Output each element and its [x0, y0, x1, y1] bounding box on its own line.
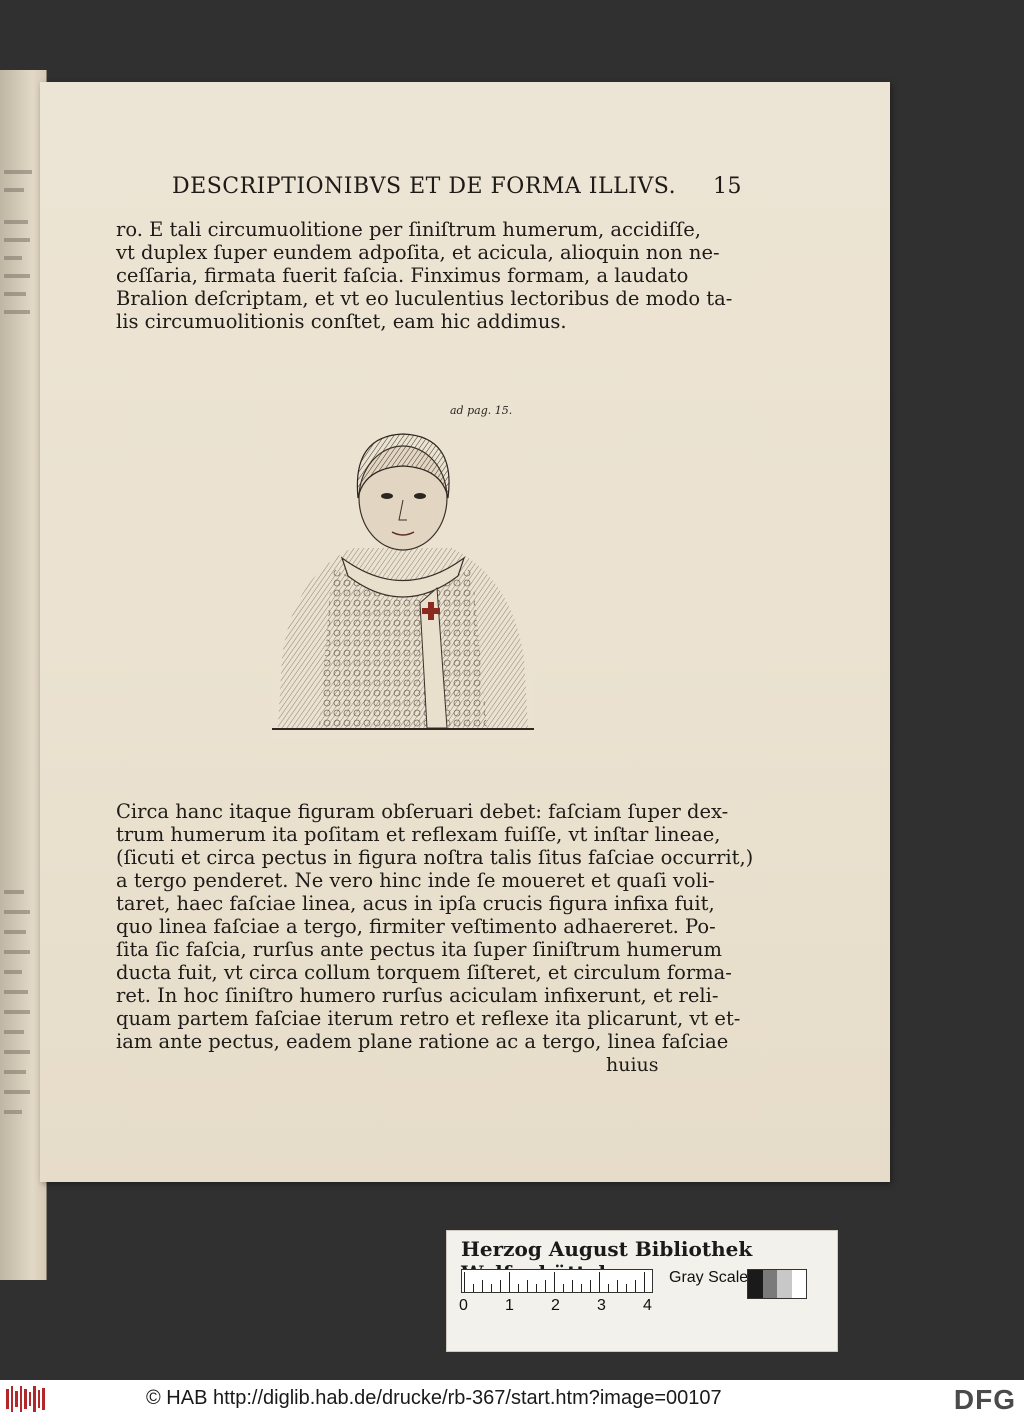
text-line: ret. In hoc ſiniſtro humero rurſus aciculam infixerunt, et reli- — [116, 984, 719, 1007]
book-page — [40, 82, 890, 1182]
text-line: a tergo penderet. Ne vero hinc inde ſe moueret et quaſi voli- — [116, 869, 715, 892]
footer-bar — [0, 1380, 1024, 1419]
ruler-label: 0 — [459, 1297, 468, 1314]
text-line: vt duplex ſuper eundem adpoſita, et acicula, alioquin non ne- — [116, 241, 720, 264]
page-number: 15 — [713, 174, 742, 199]
library-color-card — [446, 1230, 838, 1352]
text-line: quo linea faſciae a tergo, firmiter veſtimento adhaereret. Po- — [116, 915, 716, 938]
text-line: (ſicuti et circa pectus in figura noſtra talis ſitus faſciae occurrit,) — [116, 846, 754, 869]
gray-scale-swatch — [747, 1269, 807, 1299]
paragraph-top — [116, 218, 733, 333]
text-line: iam ante pectus, eadem plane ratione ac a tergo, linea faſciae — [116, 1030, 729, 1053]
library-name: Herzog August Bibliothek — [461, 1237, 753, 1261]
ruler-label: 4 — [643, 1297, 652, 1314]
text-line: ro. E tali circumuolitione per ſiniſtrum humerum, accidiſſe, — [116, 218, 701, 241]
text-line: taret, haec faſciae linea, acus in ipſa crucis figura infixa fuit, — [116, 892, 715, 915]
text-line: ducta fuit, vt circa collum torquem ſiſteret, et circulum forma- — [116, 961, 732, 984]
running-head — [172, 174, 742, 204]
ruler-label: 3 — [597, 1297, 606, 1314]
hab-barcode-logo-icon — [6, 1386, 46, 1412]
text-line: Bralion deſcriptam, et vt eo luculentius lectoribus de modo ta- — [116, 287, 733, 310]
ruler-label: 1 — [505, 1297, 514, 1314]
scale-ruler — [461, 1269, 653, 1293]
copyright-url[interactable]: © HAB http://diglib.hab.de/drucke/rb-367/start.htm?image=00107 — [146, 1387, 722, 1409]
text-line: ſita ſic faſcia, rurſus ante pectus ita ſuper ſiniſtrum humerum — [116, 938, 723, 961]
plate-note: ad pag. 15. — [450, 404, 513, 417]
catchword: huius — [606, 1054, 659, 1076]
text-line: ceſſaria, firmata fuerit faſcia. Finximus formam, a laudato — [116, 264, 689, 287]
engraved-figure — [272, 428, 534, 738]
text-line: Circa hanc itaque figuram obſeruari debet: faſciam ſuper dex- — [116, 800, 729, 823]
text-line: quam partem faſciae iterum retro et reflexe ita plicarunt, vt et- — [116, 1007, 741, 1030]
paragraph-bottom — [116, 800, 754, 1053]
running-head-title: DESCRIPTIONIBVS ET DE FORMA ILLIVS. — [172, 174, 677, 199]
text-line: trum humerum ita poſitam et reflexam fuiſſe, vt inſtar lineae, — [116, 823, 721, 846]
gray-scale-label: Gray Scale — [669, 1269, 749, 1286]
text-line: lis circumuolitionis conſtet, eam hic addimus. — [116, 310, 567, 333]
ruler-label: 2 — [551, 1297, 560, 1314]
dfg-logo-icon: DFG — [953, 1384, 1016, 1415]
